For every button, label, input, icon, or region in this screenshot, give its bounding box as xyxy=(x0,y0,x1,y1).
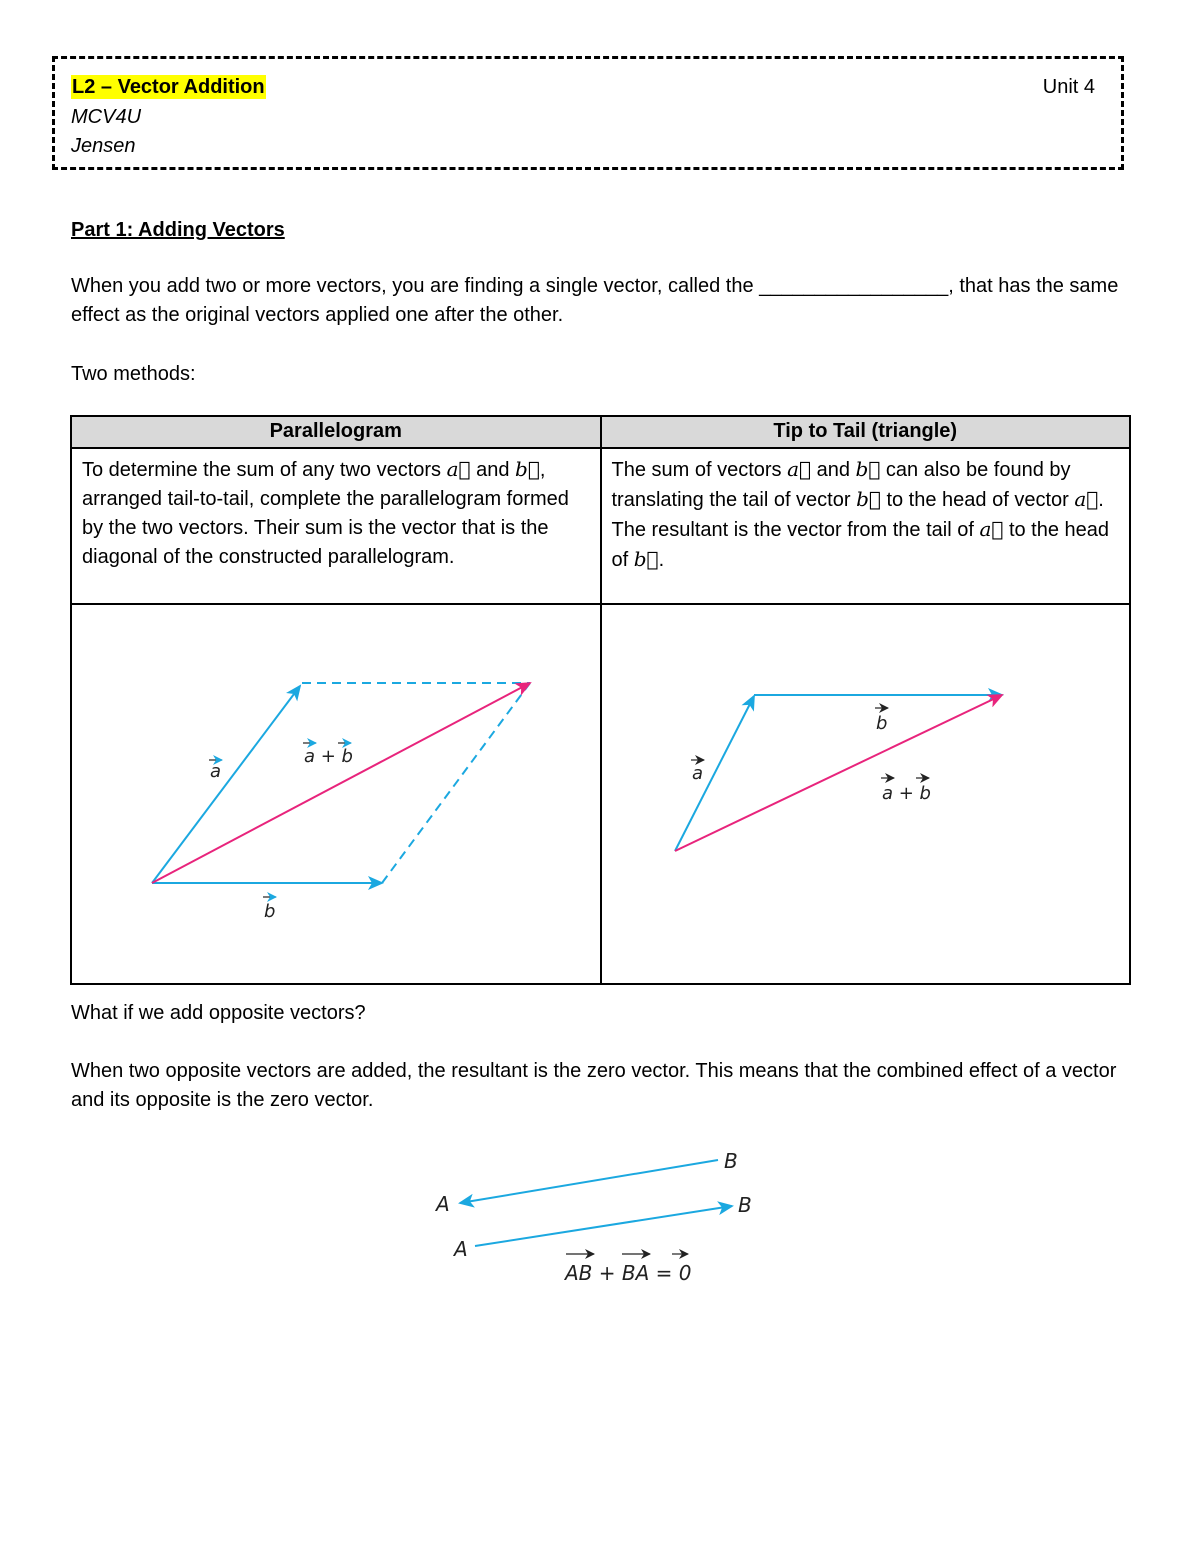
parallelogram-figure-cell xyxy=(71,604,601,984)
course-code: MCV4U xyxy=(71,106,142,128)
teacher-name: Jensen xyxy=(71,135,136,157)
vector-ba-arrow xyxy=(460,1160,718,1203)
parallelogram-description: To determine the sum of any two vectors a⃗ and b⃗, arranged tail-to-tail, complete the parallelogram formed by the two vectors. Their sum is the vector that is the diagonal of the constructed parallelogram. xyxy=(71,448,601,604)
vector-a-symbol: a⃗ xyxy=(1074,487,1099,511)
unit-label: Unit 4 xyxy=(1042,76,1095,98)
vector-a-symbol: a⃗ xyxy=(446,457,471,481)
label-a: a xyxy=(691,763,703,784)
point-b-bottom: B xyxy=(738,1193,752,1217)
vector-ab-arrow xyxy=(475,1206,732,1246)
label-a: a xyxy=(210,761,222,782)
vector-b-symbol: b⃗ xyxy=(515,457,540,481)
vector-b-symbol: b⃗ xyxy=(855,457,881,481)
vector-b-symbol: b⃗ xyxy=(856,487,881,511)
dashed-side-right xyxy=(382,683,530,883)
methods-table xyxy=(70,415,1131,985)
methods-label: Two methods: xyxy=(71,363,196,385)
opposite-explanation: When two opposite vectors are added, the resultant is the zero vector. This means that the combined effect of a vector and its opposite is the zero vector. xyxy=(71,1060,1117,1111)
tiptotail-diagram xyxy=(602,605,1133,977)
vector-a-arrow xyxy=(675,696,754,851)
parallelogram-header: Parallelogram xyxy=(71,416,601,448)
vector-a-arrow xyxy=(152,686,300,883)
section-heading: Part 1: Adding Vectors xyxy=(71,219,285,241)
resultant-arrow xyxy=(152,683,530,883)
parallelogram-diagram xyxy=(72,605,598,977)
tiptotail-header: Tip to Tail (triangle) xyxy=(601,416,1131,448)
vector-a-symbol: a⃗ xyxy=(787,457,812,481)
label-b: b xyxy=(875,713,887,734)
header-box xyxy=(52,56,1124,170)
opposite-vectors-diagram xyxy=(420,1140,780,1290)
zero-vector-equation: AB + BA = 0 xyxy=(565,1261,692,1285)
opposite-question: What if we add opposite vectors? xyxy=(71,1002,366,1024)
label-b: b xyxy=(264,901,276,922)
point-b-top: B xyxy=(724,1149,738,1173)
tiptotail-figure-cell xyxy=(601,604,1131,984)
vector-a-symbol: a⃗ xyxy=(979,517,1004,541)
label-a-plus-b: a + b xyxy=(881,783,931,804)
resultant-definition: When you add two or more vectors, you are finding a single vector, called the _________________, that has the same effect as the original vectors applied one after the other. xyxy=(71,275,1119,326)
point-a-top: A xyxy=(436,1192,450,1216)
lesson-title: L2 – Vector Addition xyxy=(72,76,265,98)
resultant-arrow xyxy=(675,695,1002,851)
vector-b-symbol: b⃗ xyxy=(633,547,659,571)
point-a-bottom: A xyxy=(454,1237,468,1261)
tiptotail-description: The sum of vectors a⃗ and b⃗ can also be found by translating the tail of vector b⃗ to the head of vector a⃗. The resultant is the vector from the tail of a⃗ to the head of b⃗. xyxy=(601,448,1131,604)
label-a-plus-b: a + b xyxy=(304,746,353,767)
